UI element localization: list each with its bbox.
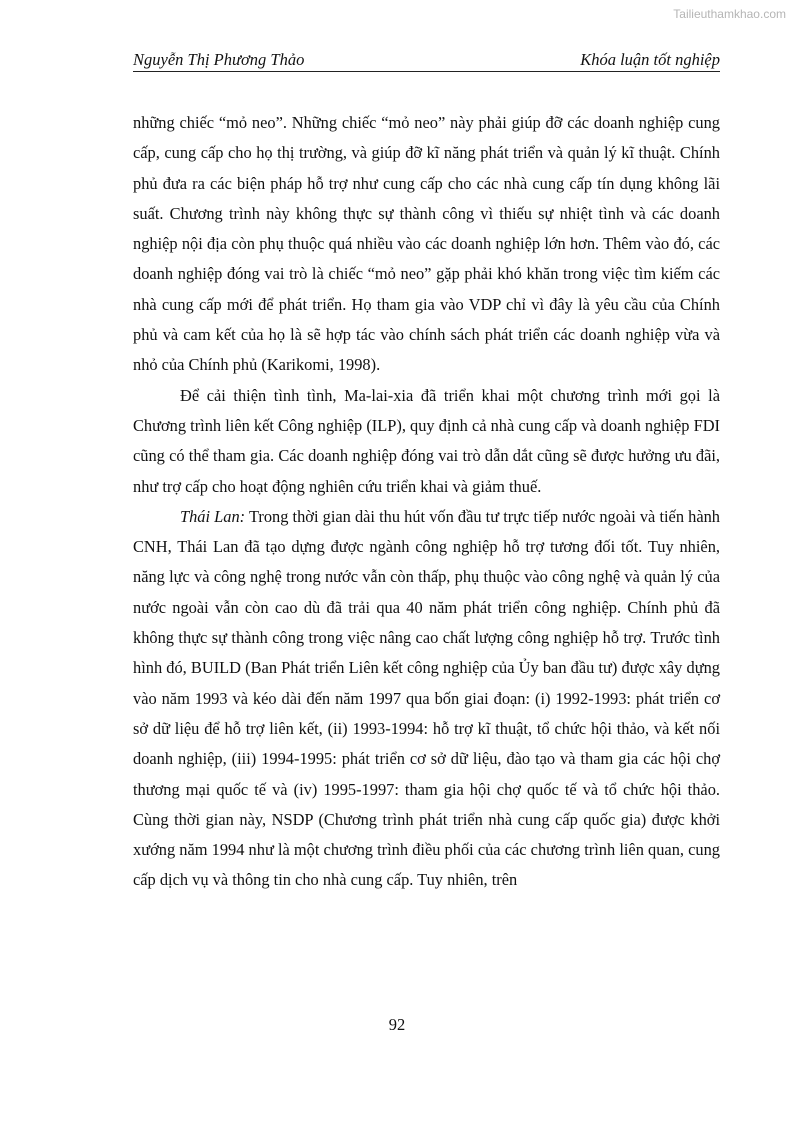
header-doc-type: Khóa luận tốt nghiệp xyxy=(580,50,720,69)
header-author: Nguyễn Thị Phương Thảo xyxy=(133,50,305,69)
watermark-text: Tailieuthamkhao.com xyxy=(673,7,786,21)
paragraph-3-lead: Thái Lan: xyxy=(180,506,246,526)
body-text xyxy=(133,108,720,896)
page-header xyxy=(133,50,720,72)
paragraph-3 xyxy=(133,502,720,896)
paragraph-2: Để cải thiện tình tình, Ma-lai-xia đã triển khai một chương trình mới gọi là Chương trình liên kết Công nghiệp (ILP), quy định cả nhà cung cấp và doanh nghiệp FDI cũng có thể tham gia. Các doanh nghiệp đóng vai trò dẫn dắt cũng sẽ được hưởng ưu đãi, như trợ cấp cho hoạt động nghiên cứu triển khai và giảm thuế. xyxy=(133,385,721,496)
paragraph-1: những chiếc “mỏ neo”. Những chiếc “mỏ neo” này phải giúp đỡ các doanh nghiệp cung cấp, cung cấp cho họ thị trường, và giúp đỡ kĩ năng phát triển và quản lý kĩ thuật. Chính phủ đưa ra các biện pháp hỗ trợ như cung cấp cho các nhà cung cấp tín dụng không lãi suất. Chương trình này không thực sự thành công vì thiếu sự nhiệt tình và các doanh nghiệp nội địa còn phụ thuộc quá nhiều vào các doanh nghiệp lớn hơn. Thêm vào đó, các doanh nghiệp đóng vai trò là chiếc “mỏ neo” gặp phải khó khăn trong việc tìm kiếm các nhà cung cấp mới để phát triển. Họ tham gia vào VDP chỉ vì đây là yêu cầu của Chính phủ và cam kết của họ là sẽ hợp tác vào chính sách phát triển các doanh nghiệp vừa và nhỏ của Chính phủ (Karikomi, 1998). xyxy=(133,113,720,375)
page-number: 92 xyxy=(388,1015,406,1034)
paragraph-3-text: Trong thời gian dài thu hút vốn đầu tư trực tiếp nước ngoài và tiến hành CNH, Thái Lan đã tạo dựng được ngành công nghiệp hỗ trợ tương đối tốt. Tuy nhiên, năng lực và công nghệ trong nước vẫn còn thấp, phụ thuộc vào công nghệ và quản lý của nước ngoài vẫn còn cao dù đã trải qua 40 năm phát triển công nghiệp. Chính phủ đã không thực sự thành công trong việc nâng cao chất lượng công nghiệp hỗ trợ. Trước tình hình đó, BUILD (Ban Phát triển Liên kết công nghiệp của Ủy ban đầu tư) được xây dựng vào năm 1993 và kéo dài đến năm 1997 qua bốn giai đoạn: (i) 1992-1993: phát triển cơ sở dữ liệu để hỗ trợ liên kết, (ii) 1993-1994: hỗ trợ kĩ thuật, tổ chức hội thảo, và kết nối doanh nghiệp, (iii) 1994-1995: phát triển cơ sở dữ liệu, đào tạo và tham gia các hội chợ thương mại quốc tế và (iv) 1995-1997: tham gia hội chợ quốc tế và tổ chức hội thảo. Cùng thời gian này, NSDP (Chương trình phát triển nhà cung cấp quốc gia) được khởi xướng năm 1994 như là một chương trình điều phối của các chương trình liên quan, cung cấp dịch vụ và thông tin cho nhà cung cấp. Tuy nhiên, trên xyxy=(133,506,720,890)
